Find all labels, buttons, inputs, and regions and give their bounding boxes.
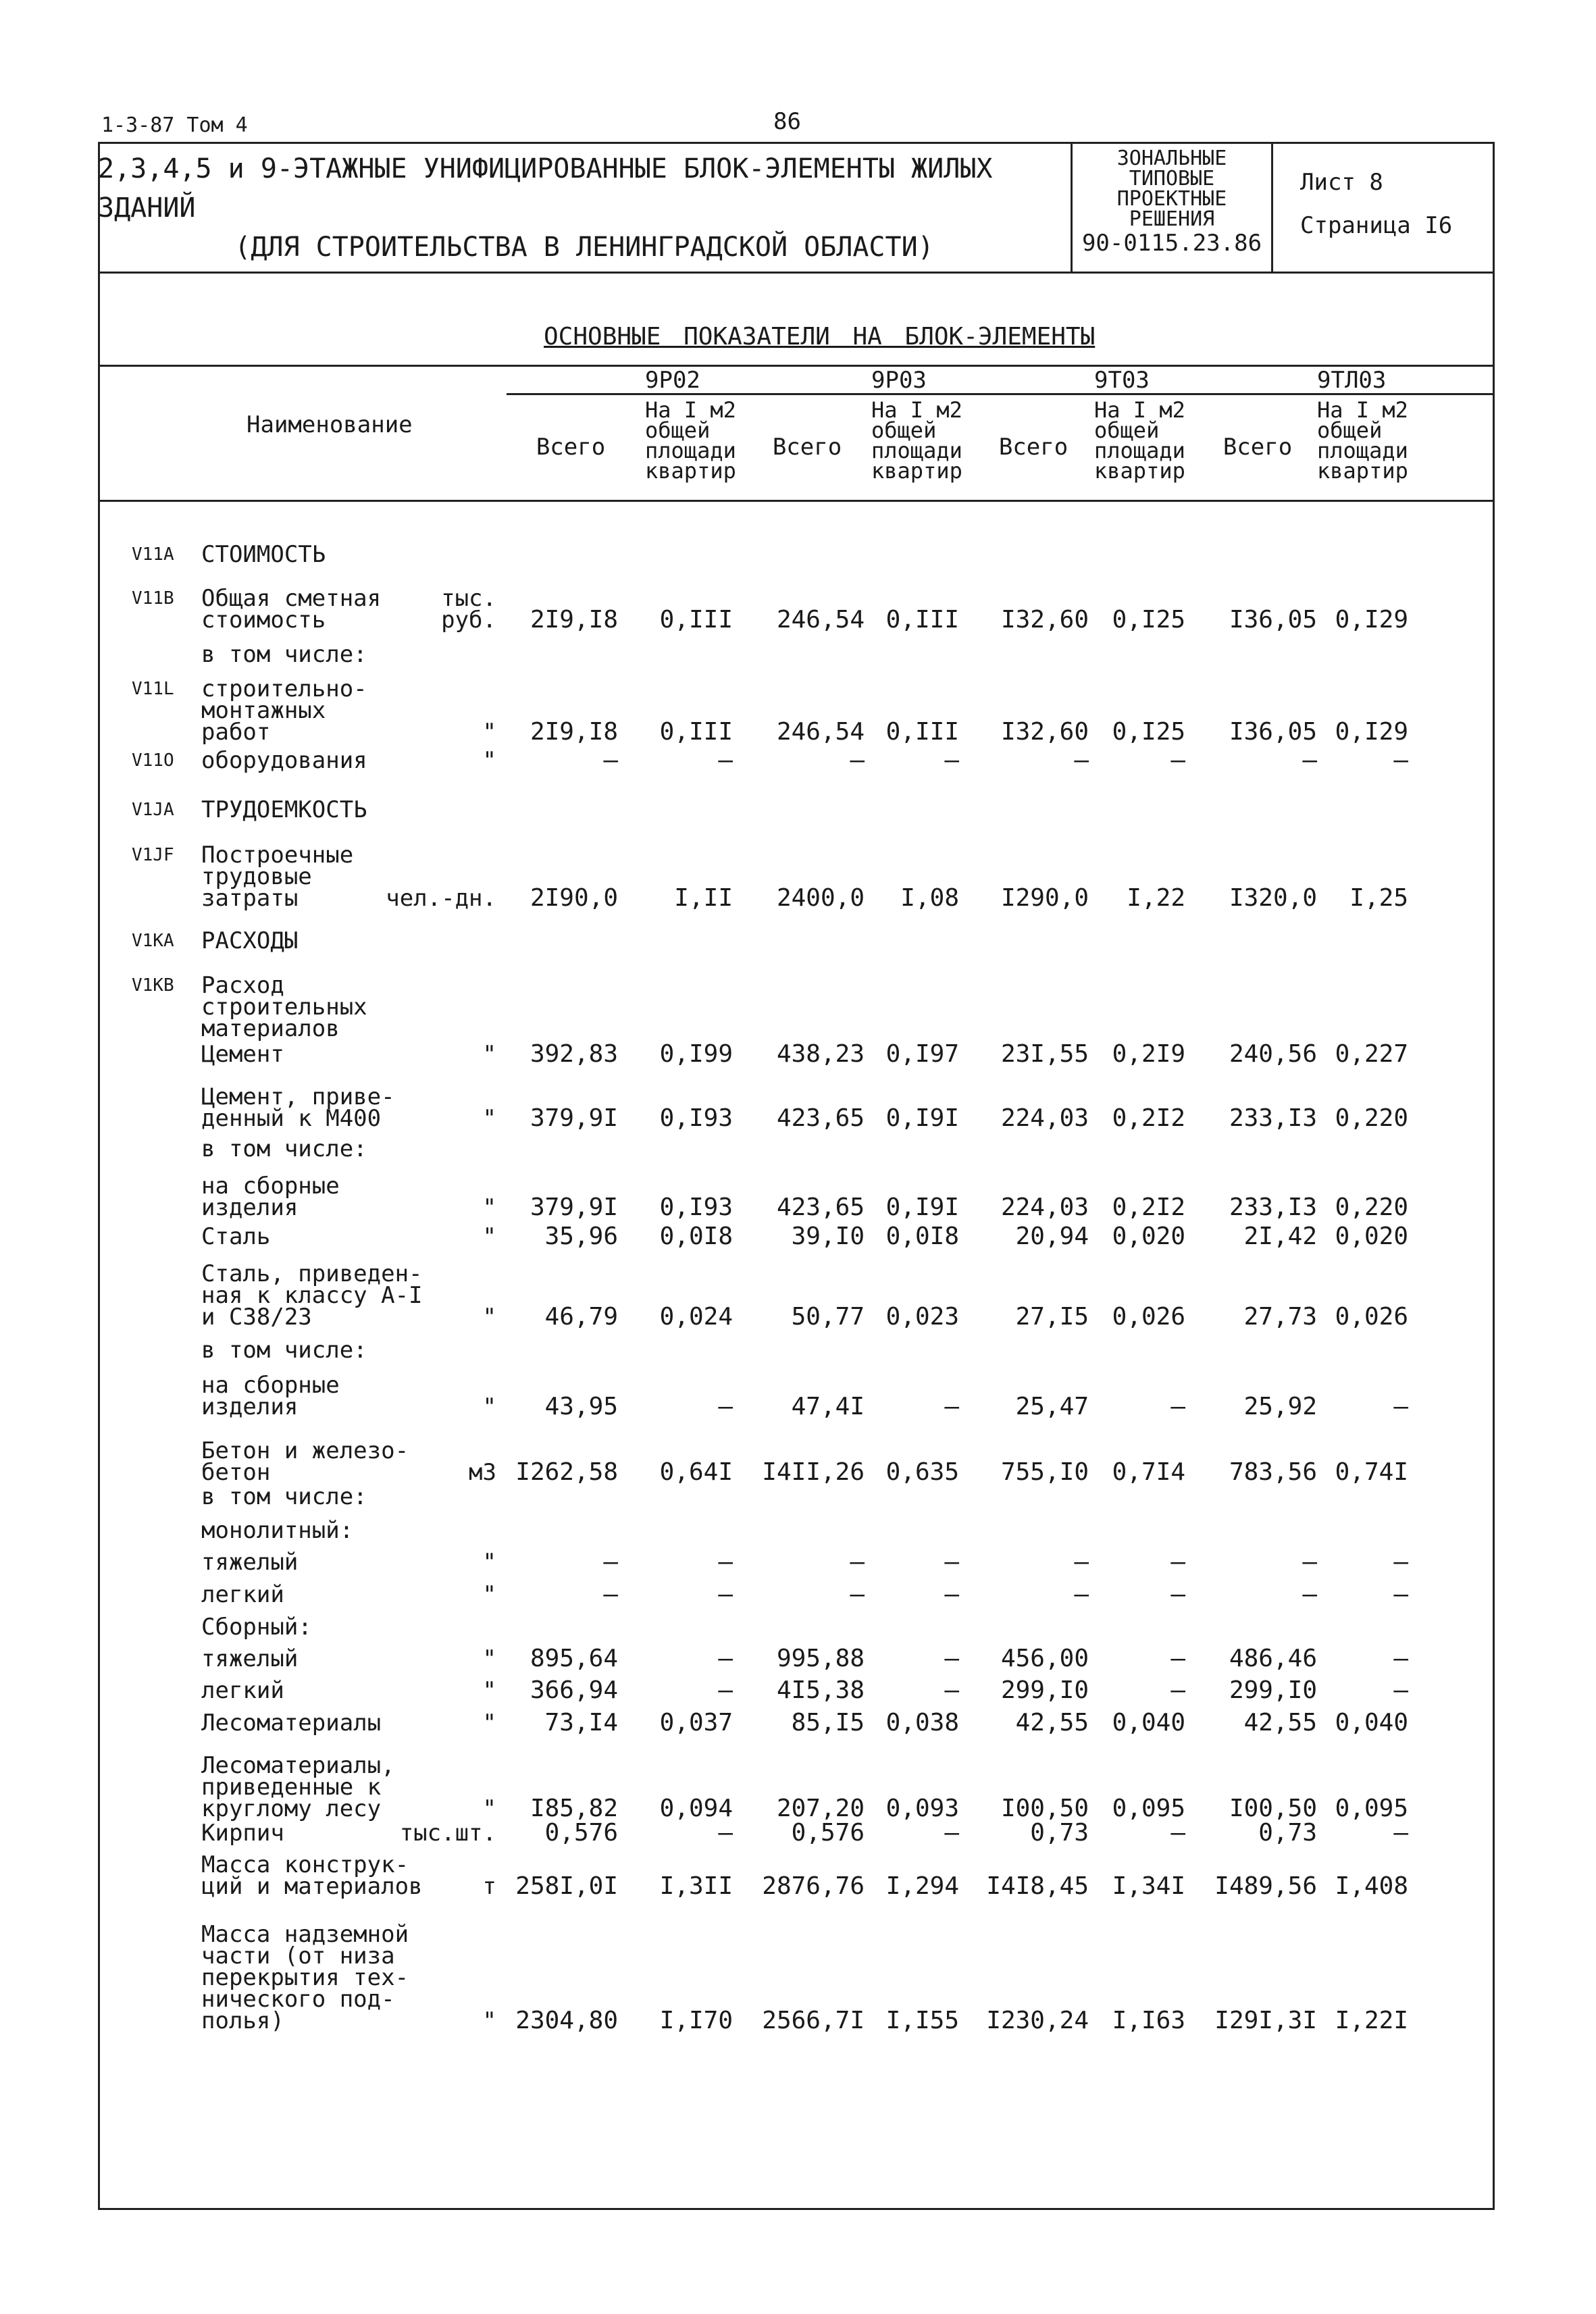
table-cell: 0,7I4 xyxy=(1112,1458,1185,1486)
column-total-header: Всего xyxy=(772,434,842,461)
column-total-header: Всего xyxy=(536,434,606,461)
table-cell: 0,I25 xyxy=(1112,718,1185,746)
row-label: части (от низа xyxy=(201,1943,395,1970)
table-cell: – xyxy=(718,1676,733,1704)
per-m2-header-line: квартир xyxy=(871,458,962,484)
per-m2-header-line: На I м2 xyxy=(1317,397,1408,423)
header-bottom-rule xyxy=(98,500,1495,502)
document-code: 1-3-87 Том 4 xyxy=(101,113,248,137)
title-line-1: 2,3,4,5 и 9-ЭТАЖНЫЕ УНИФИЦИРОВАННЫЕ БЛОК-ЭЛЕМЕНТЫ ЖИЛЫХ ЗДАНИЙ xyxy=(98,153,993,224)
table-cell: – xyxy=(1393,746,1408,774)
table-cell: 46,79 xyxy=(544,1303,618,1331)
table-cell: 0,0I8 xyxy=(659,1223,733,1250)
row-label: СТОИМОСТЬ xyxy=(201,541,326,568)
table-cell: I,I70 xyxy=(659,2007,733,2034)
table-cell: – xyxy=(718,746,733,774)
row-label: Лесоматериалы xyxy=(201,1709,382,1737)
table-cell: I00,50 xyxy=(1000,1795,1089,1822)
table-cell: – xyxy=(1393,1580,1408,1608)
zone-line-3: ПРОЕКТНЫЕ xyxy=(1116,187,1227,211)
table-cell: – xyxy=(944,1819,959,1847)
table-cell: 35,96 xyxy=(544,1223,618,1250)
table-cell: 0,I29 xyxy=(1335,718,1408,746)
row-unit: " xyxy=(482,747,496,774)
table-cell: 0,635 xyxy=(885,1458,959,1486)
row-label: на сборные xyxy=(201,1173,340,1200)
row-code: V11B xyxy=(132,588,174,609)
table-cell: 0,I99 xyxy=(659,1040,733,1068)
table-cell: I,I55 xyxy=(885,2007,959,2034)
table-cell: – xyxy=(1074,1580,1089,1608)
table-cell: 258I,0I xyxy=(515,1872,618,1900)
table-cell: 379,9I xyxy=(530,1104,618,1132)
column-group-9Р02: 9Р02 xyxy=(645,367,700,394)
row-label: ций и материалов xyxy=(201,1873,423,1900)
table-cell: 2304,80 xyxy=(515,2007,618,2034)
table-cell: 0,2I2 xyxy=(1112,1104,1185,1132)
table-cell: 2I9,I8 xyxy=(530,606,618,634)
table-cell: – xyxy=(850,746,865,774)
table-cell: 0,037 xyxy=(659,1709,733,1737)
table-cell: 0,094 xyxy=(659,1795,733,1822)
table-cell: – xyxy=(718,1393,733,1420)
row-label: в том числе: xyxy=(201,1135,367,1162)
table-cell: 2I90,0 xyxy=(530,884,618,912)
row-unit: " xyxy=(482,1645,496,1672)
row-label: бетон xyxy=(201,1459,271,1486)
table-cell: 0,095 xyxy=(1112,1795,1185,1822)
row-label: легкий xyxy=(201,1581,284,1608)
table-cell: I00,50 xyxy=(1229,1795,1317,1822)
row-code: V11A xyxy=(132,544,174,565)
zone-stamp xyxy=(1071,142,1273,272)
table-cell: I262,58 xyxy=(515,1458,618,1486)
table-cell: 224,03 xyxy=(1000,1104,1089,1132)
sheet-number: Лист 8 xyxy=(1300,169,1383,196)
table-cell: I,22 xyxy=(1127,884,1185,912)
table-cell: – xyxy=(1170,1819,1185,1847)
table-cell: 39,I0 xyxy=(791,1223,865,1250)
table-cell: 50,77 xyxy=(791,1303,865,1331)
per-m2-header-line: площади xyxy=(871,438,962,463)
per-m2-header-line: На I м2 xyxy=(645,397,736,423)
row-label: трудовые xyxy=(201,863,312,890)
table-cell: 379,9I xyxy=(530,1193,618,1221)
row-label: Сборный: xyxy=(201,1614,312,1641)
table-cell: 486,46 xyxy=(1229,1645,1317,1672)
row-unit: " xyxy=(482,1194,496,1221)
table-cell: I,408 xyxy=(1335,1872,1408,1900)
table-cell: 0,038 xyxy=(885,1709,959,1737)
row-label: монтажных xyxy=(201,697,326,724)
per-m2-header-line: площади xyxy=(1317,438,1408,463)
zone-line-4: РЕШЕНИЯ xyxy=(1129,207,1215,231)
table-cell: – xyxy=(944,1580,959,1608)
table-cell: 246,54 xyxy=(776,718,865,746)
table-cell: 0,I9I xyxy=(885,1104,959,1132)
row-label: приведенные к xyxy=(201,1774,382,1801)
table-cell: – xyxy=(944,1645,959,1672)
table-cell: 0,020 xyxy=(1112,1223,1185,1250)
table-cell: – xyxy=(718,1580,733,1608)
sheet-info xyxy=(1273,142,1493,272)
table-cell: 366,94 xyxy=(530,1676,618,1704)
table-cell: 0,576 xyxy=(791,1819,865,1847)
per-m2-header-line: квартир xyxy=(1094,458,1185,484)
row-label: полья) xyxy=(201,2007,284,2034)
table-cell: I4I8,45 xyxy=(986,1872,1089,1900)
table-cell: 0,III xyxy=(659,606,733,634)
row-label: Масса надземной xyxy=(201,1921,409,1948)
table-cell: I36,05 xyxy=(1229,606,1317,634)
column-per-m2-header xyxy=(1317,397,1408,484)
row-label: тяжелый xyxy=(201,1645,299,1672)
row-unit: " xyxy=(482,719,496,746)
row-unit: " xyxy=(482,1223,496,1250)
title-line-2: (ДЛЯ СТРОИТЕЛЬСТВА В ЛЕНИНГРАДСКОЙ ОБЛАСТИ) xyxy=(234,231,934,263)
row-label: круглому лесу xyxy=(201,1795,382,1822)
table-cell: – xyxy=(1170,1676,1185,1704)
column-header-name: Наименование xyxy=(247,411,413,438)
row-code: V1JF xyxy=(132,845,174,865)
column-total-header: Всего xyxy=(1222,434,1293,461)
table-cell: – xyxy=(944,1393,959,1420)
table-cell: – xyxy=(603,1548,618,1576)
table-cell: 0,576 xyxy=(544,1819,618,1847)
table-cell: 0,227 xyxy=(1335,1040,1408,1068)
table-cell: 0,I9I xyxy=(885,1193,959,1221)
row-label: ная к классу А-I xyxy=(201,1282,423,1309)
row-unit: " xyxy=(482,1393,496,1420)
table-cell: 0,0I8 xyxy=(885,1223,959,1250)
per-m2-header-line: квартир xyxy=(645,458,736,484)
table-cell: – xyxy=(718,1548,733,1576)
per-m2-header-line: квартир xyxy=(1317,458,1408,484)
row-label: тяжелый xyxy=(201,1549,299,1576)
row-label: Общая сметная xyxy=(201,585,382,612)
table-cell: – xyxy=(1393,1819,1408,1847)
table-cell: 0,I25 xyxy=(1112,606,1185,634)
table-cell: 0,I93 xyxy=(659,1193,733,1221)
table-cell: – xyxy=(1074,1548,1089,1576)
per-m2-header-line: общей xyxy=(645,417,711,443)
row-label: ТРУДОЕМКОСТЬ xyxy=(201,796,367,823)
table-cell: – xyxy=(850,1580,865,1608)
row-label: изделия xyxy=(201,1194,299,1221)
table-cell: – xyxy=(1302,1580,1317,1608)
table-cell: – xyxy=(1170,1548,1185,1576)
column-group-9Р03: 9Р03 xyxy=(871,367,927,394)
table-cell: 233,I3 xyxy=(1229,1193,1317,1221)
row-label: затраты xyxy=(201,885,299,912)
table-cell: 0,2I2 xyxy=(1112,1193,1185,1221)
row-label: оборудования xyxy=(201,747,367,774)
header-top-rule xyxy=(98,365,1495,367)
table-cell: – xyxy=(1170,746,1185,774)
row-code: V11O xyxy=(132,750,174,771)
table-cell: – xyxy=(1393,1676,1408,1704)
table-cell: I85,82 xyxy=(530,1795,618,1822)
row-label: монолитный: xyxy=(201,1517,354,1544)
row-unit: руб. xyxy=(441,607,496,634)
row-unit: тыс.шт. xyxy=(399,1820,496,1847)
table-cell: I320,0 xyxy=(1229,884,1317,912)
table-cell: 0,024 xyxy=(659,1303,733,1331)
table-cell: 995,88 xyxy=(776,1645,865,1672)
row-label: на сборные xyxy=(201,1372,340,1399)
table-cell: – xyxy=(718,1645,733,1672)
row-unit: " xyxy=(482,1795,496,1822)
table-cell: I,I63 xyxy=(1112,2007,1185,2034)
table-cell: I,II xyxy=(674,884,733,912)
per-m2-header-line: На I м2 xyxy=(1094,397,1185,423)
row-label: в том числе: xyxy=(201,1337,367,1364)
table-cell: 392,83 xyxy=(530,1040,618,1068)
table-cell: 27,73 xyxy=(1243,1303,1317,1331)
row-unit: " xyxy=(482,2007,496,2034)
table-cell: 456,00 xyxy=(1000,1645,1089,1672)
row-label: работ xyxy=(201,719,271,746)
table-cell: 20,94 xyxy=(1015,1223,1089,1250)
table-cell: 4I5,38 xyxy=(776,1676,865,1704)
table-cell: 299,I0 xyxy=(1000,1676,1089,1704)
table-cell: 43,95 xyxy=(544,1393,618,1420)
table-cell: I,08 xyxy=(900,884,959,912)
row-unit: " xyxy=(482,1549,496,1576)
row-label: строительно- xyxy=(201,675,367,702)
table-cell: – xyxy=(603,1580,618,1608)
column-per-m2-header xyxy=(645,397,736,484)
table-cell: 233,I3 xyxy=(1229,1104,1317,1132)
title-block xyxy=(98,142,1495,274)
table-cell: – xyxy=(944,1676,959,1704)
table-cell: – xyxy=(944,1548,959,1576)
per-m2-header-line: площади xyxy=(645,438,736,463)
table-cell: – xyxy=(1302,746,1317,774)
zone-line-2: ТИПОВЫЕ xyxy=(1129,167,1215,190)
row-label: и С38/23 xyxy=(201,1304,312,1331)
table-cell: 0,093 xyxy=(885,1795,959,1822)
table-cell: 0,040 xyxy=(1335,1709,1408,1737)
column-group-9Т03: 9Т03 xyxy=(1094,367,1150,394)
table-cell: 0,I29 xyxy=(1335,606,1408,634)
table-cell: – xyxy=(1170,1645,1185,1672)
table-cell: – xyxy=(603,746,618,774)
row-label: стоимость xyxy=(201,607,326,634)
column-group-9ТЛ03: 9ТЛ03 xyxy=(1317,367,1387,394)
table-cell: 0,2I9 xyxy=(1112,1040,1185,1068)
table-cell: 0,023 xyxy=(885,1303,959,1331)
row-label: Цемент, приве- xyxy=(201,1083,395,1110)
table-cell: 85,I5 xyxy=(791,1709,865,1737)
row-unit: " xyxy=(482,1677,496,1704)
table-cell: 246,54 xyxy=(776,606,865,634)
table-cell: 0,026 xyxy=(1112,1303,1185,1331)
table-cell: 23I,55 xyxy=(1000,1040,1089,1068)
row-label: Бетон и железо- xyxy=(201,1437,409,1464)
table-cell: 25,92 xyxy=(1243,1393,1317,1420)
table-cell: I36,05 xyxy=(1229,718,1317,746)
table-cell: 2876,76 xyxy=(762,1872,865,1900)
table-cell: 2400,0 xyxy=(776,884,865,912)
per-m2-header-line: площади xyxy=(1094,438,1185,463)
table-cell: I29I,3I xyxy=(1214,2007,1317,2034)
row-code: V1JA xyxy=(132,800,174,820)
table-cell: 73,I4 xyxy=(544,1709,618,1737)
zone-line-1: ЗОНАЛЬНЫЕ xyxy=(1116,147,1227,170)
row-unit: м3 xyxy=(469,1459,496,1486)
table-cell: – xyxy=(944,746,959,774)
table-cell: I32,60 xyxy=(1000,718,1089,746)
row-unit: тыс. xyxy=(441,585,496,612)
table-cell: 0,095 xyxy=(1335,1795,1408,1822)
table-cell: I489,56 xyxy=(1214,1872,1317,1900)
table-cell: – xyxy=(1170,1580,1185,1608)
row-unit: " xyxy=(482,1105,496,1132)
table-cell: 438,23 xyxy=(776,1040,865,1068)
table-cell: I32,60 xyxy=(1000,606,1089,634)
table-cell: I,34I xyxy=(1112,1872,1185,1900)
row-code: V11L xyxy=(132,679,174,699)
sheet-page: Страница I6 xyxy=(1300,212,1453,239)
table-cell: 755,I0 xyxy=(1000,1458,1089,1486)
table-cell: – xyxy=(850,1548,865,1576)
table-cell: – xyxy=(718,1819,733,1847)
table-cell: I230,24 xyxy=(986,2007,1089,2034)
table-cell: 0,026 xyxy=(1335,1303,1408,1331)
table-cell: 0,III xyxy=(659,718,733,746)
table-title: ОСНОВНЫЕ ПОКАЗАТЕЛИ НА БЛОК-ЭЛЕМЕНТЫ xyxy=(544,323,1096,351)
table-cell: I4II,26 xyxy=(762,1458,865,1486)
table-cell: 27,I5 xyxy=(1015,1303,1089,1331)
table-cell: – xyxy=(1170,1393,1185,1420)
table-cell: 783,56 xyxy=(1229,1458,1317,1486)
table-cell: – xyxy=(1302,1548,1317,1576)
table-cell: – xyxy=(1393,1393,1408,1420)
row-unit: чел.-дн. xyxy=(386,885,496,912)
table-cell: 2I,42 xyxy=(1243,1223,1317,1250)
row-label: перекрытия тех- xyxy=(201,1964,409,1991)
table-cell: – xyxy=(1074,746,1089,774)
table-cell: 0,040 xyxy=(1112,1709,1185,1737)
row-label: РАСХОДЫ xyxy=(201,927,299,954)
table-cell: 0,74I xyxy=(1335,1458,1408,1486)
row-label: в том числе: xyxy=(201,1483,367,1510)
row-label: материалов xyxy=(201,1015,340,1042)
table-cell: 0,020 xyxy=(1335,1223,1408,1250)
row-unit: " xyxy=(482,1709,496,1737)
table-cell: – xyxy=(1393,1645,1408,1672)
table-cell: 0,III xyxy=(885,606,959,634)
column-total-header: Всего xyxy=(998,434,1069,461)
table-cell: 423,65 xyxy=(776,1104,865,1132)
table-cell: 0,III xyxy=(885,718,959,746)
column-per-m2-header xyxy=(1094,397,1185,484)
per-m2-header-line: общей xyxy=(1317,417,1383,443)
row-unit: т xyxy=(482,1873,496,1900)
document-title xyxy=(98,142,1071,274)
table-cell: 0,220 xyxy=(1335,1193,1408,1221)
table-cell: 0,I93 xyxy=(659,1104,733,1132)
row-unit: " xyxy=(482,1304,496,1331)
row-label: денный к М400 xyxy=(201,1105,382,1132)
row-code: V1KA xyxy=(132,931,174,951)
page-number: 86 xyxy=(773,108,801,135)
row-label: изделия xyxy=(201,1393,299,1420)
table-cell: 0,220 xyxy=(1335,1104,1408,1132)
table-cell: 224,03 xyxy=(1000,1193,1089,1221)
table-cell: 895,64 xyxy=(530,1645,618,1672)
row-label: Кирпич xyxy=(201,1820,284,1847)
row-label: Расход xyxy=(201,972,284,999)
table-cell: I,22I xyxy=(1335,2007,1408,2034)
table-cell: 2566,7I xyxy=(762,2007,865,2034)
table-cell: 42,55 xyxy=(1015,1709,1089,1737)
table-cell: 25,47 xyxy=(1015,1393,1089,1420)
table-cell: 42,55 xyxy=(1243,1709,1317,1737)
row-label: в том числе: xyxy=(201,641,367,668)
per-m2-header-line: общей xyxy=(1094,417,1160,443)
zone-line-5: 90-0115.23.86 xyxy=(1081,230,1262,257)
table-cell: 0,I97 xyxy=(885,1040,959,1068)
row-label: Сталь, приведен- xyxy=(201,1260,423,1287)
table-cell: 0,73 xyxy=(1030,1819,1089,1847)
table-cell: 0,73 xyxy=(1258,1819,1317,1847)
table-cell: 299,I0 xyxy=(1229,1676,1317,1704)
row-label: легкий xyxy=(201,1677,284,1704)
row-label: Масса конструк- xyxy=(201,1851,409,1878)
table-cell: 423,65 xyxy=(776,1193,865,1221)
table-cell: I290,0 xyxy=(1000,884,1089,912)
table-cell: 0,64I xyxy=(659,1458,733,1486)
per-m2-header-line: На I м2 xyxy=(871,397,962,423)
row-label: Цемент xyxy=(201,1041,284,1068)
row-label: строительных xyxy=(201,994,367,1021)
table-cell: – xyxy=(1393,1548,1408,1576)
column-per-m2-header xyxy=(871,397,962,484)
table-cell: 47,4I xyxy=(791,1393,865,1420)
per-m2-header-line: общей xyxy=(871,417,937,443)
row-label: Лесоматериалы, xyxy=(201,1752,395,1779)
table-cell: I,294 xyxy=(885,1872,959,1900)
table-cell: I,25 xyxy=(1349,884,1408,912)
table-cell: I,3II xyxy=(659,1872,733,1900)
table-cell: 207,20 xyxy=(776,1795,865,1822)
row-label: Построечные xyxy=(201,842,354,869)
row-code: V1KB xyxy=(132,975,174,996)
table-cell: 2I9,I8 xyxy=(530,718,618,746)
row-label: нического под- xyxy=(201,1986,395,2013)
row-unit: " xyxy=(482,1581,496,1608)
row-unit: " xyxy=(482,1041,496,1068)
table-cell: 240,56 xyxy=(1229,1040,1317,1068)
row-label: Сталь xyxy=(201,1223,271,1250)
